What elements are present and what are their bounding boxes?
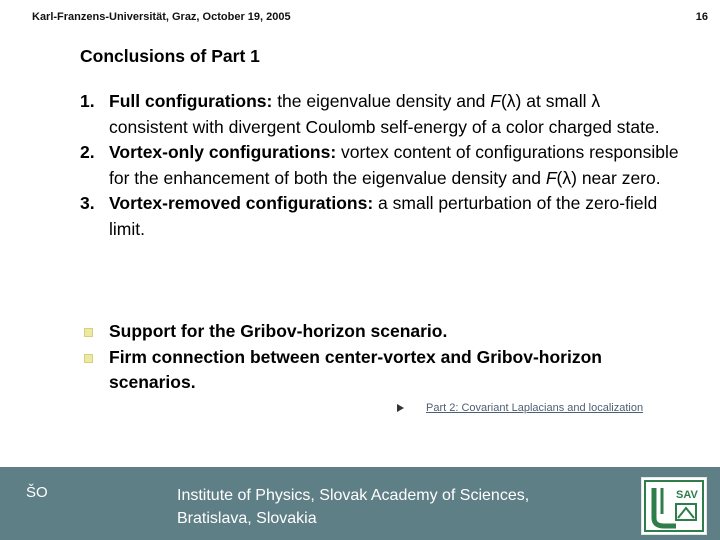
item-heading: Vortex-removed configurations:	[109, 193, 374, 213]
square-bullet-icon	[84, 328, 93, 337]
conclusion-item-2	[80, 140, 680, 191]
bullet-item	[80, 319, 640, 345]
sav-logo	[641, 477, 707, 535]
footer-left-label: ŠO	[26, 484, 48, 501]
item-text: a small perturbation of the zero-field limit.	[109, 193, 658, 239]
conclusion-item-1	[80, 89, 680, 140]
bullet-text: Firm connection between center-vortex and Gribov-horizon scenarios.	[109, 346, 602, 392]
logo-text: SAV	[676, 489, 698, 501]
slide-title: Conclusions of Part 1	[80, 46, 260, 66]
play-arrow-icon[interactable]	[397, 404, 404, 412]
item-heading: Vortex-only configurations:	[109, 142, 337, 162]
item-number: 1.	[80, 91, 95, 111]
institute-line-2: Bratislava, Slovakia	[177, 510, 317, 527]
item-number: 3.	[80, 193, 95, 213]
institute-name	[177, 484, 529, 530]
item-text: vortex content of configurations responsible for the enhancement of both the eigenvalue density and	[109, 142, 679, 188]
conclusions-list	[80, 89, 680, 242]
item-heading: Full configurations:	[109, 91, 273, 111]
item-text: the eigenvalue density and	[272, 91, 491, 111]
bullet-text: Support for the Gribov-horizon scenario.	[109, 321, 448, 341]
item-italic: F	[545, 167, 557, 188]
header-conference-info: Karl-Franzens-Universität, Graz, October 19, 2005	[32, 11, 291, 23]
item-italic: F	[490, 91, 501, 111]
bullet-item	[80, 345, 640, 396]
sav-logo-graphic	[642, 478, 706, 534]
item-text-continued: (λ) near zero.	[556, 167, 661, 188]
page-number: 16	[695, 11, 708, 23]
square-bullet-icon	[84, 354, 93, 363]
item-number: 2.	[80, 142, 95, 162]
next-part-link[interactable]: Part 2: Covariant Laplacians and localization	[426, 402, 644, 414]
institute-line-1: Institute of Physics, Slovak Academy of Sciences,	[177, 487, 530, 504]
conclusion-item-3	[80, 191, 680, 242]
summary-bullets	[80, 319, 640, 396]
item-text-continued: (λ) at small λ consistent with divergent Coulomb self-energy of a color charged state.	[109, 91, 660, 137]
